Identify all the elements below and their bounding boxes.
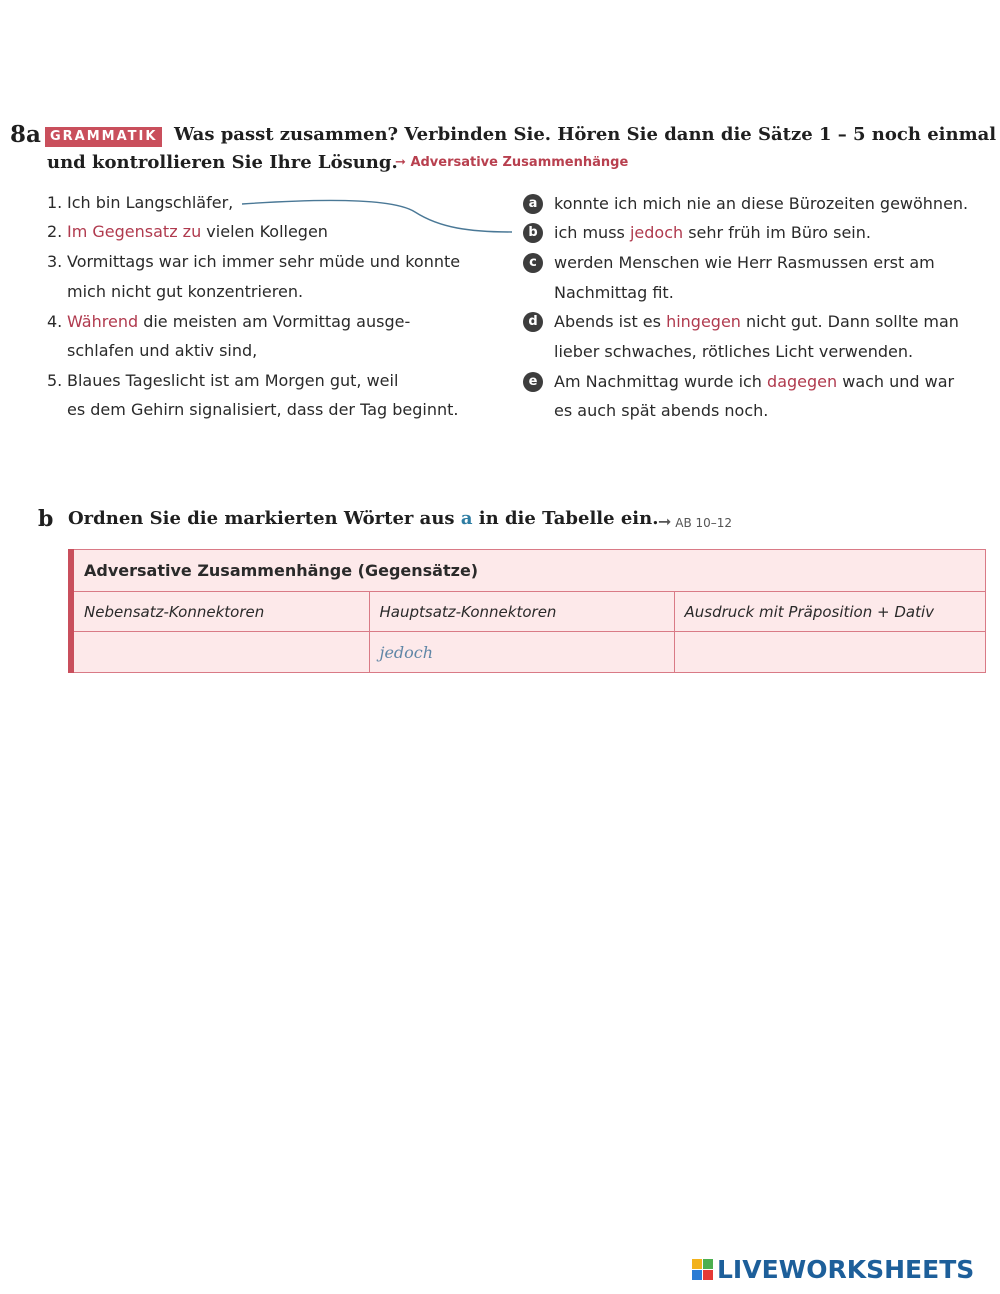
left-item-4-continued: schlafen und aktiv sind, [67,341,258,360]
highlighted-word: hingegen [666,312,741,331]
liveworksheets-logo-icon [692,1259,713,1280]
exercise-b-number: b [38,506,54,532]
item-number: 3. [47,252,63,271]
item-text: Vormittags war ich immer sehr müde und konnte [67,252,461,271]
answer-cell-main-clause[interactable] [369,632,674,673]
right-item-e-continued: es auch spät abends noch. [554,401,769,420]
item-text: ich muss [554,223,630,242]
answer-cell-subordinate[interactable] [71,632,369,673]
instruction-text: in die Tabelle ein. [472,508,659,529]
workbook-reference[interactable] [658,512,732,531]
highlighted-word: Während [67,312,139,331]
instruction-ref-letter: a [460,508,473,529]
right-item-c-continued: Nachmittag fit. [554,283,674,302]
right-item-e[interactable] [554,372,954,391]
highlighted-word: dagegen [767,372,838,391]
letter-d-badge: d [523,312,543,332]
item-text: die meisten am Vormittag ausge- [138,312,411,331]
left-item-1[interactable] [47,193,233,212]
letter-e-badge: e [523,372,543,392]
answer-text: jedoch [379,642,434,662]
highlighted-word: Im Gegensatz zu [67,222,202,241]
instruction-line-1: Was passt zusammen? Verbinden Sie. Hören Sie dann die Sätze 1 – 5 noch einmal [174,124,997,145]
exercise-number: 8a [10,121,41,148]
right-item-d[interactable] [554,312,959,331]
item-text: nicht gut. Dann sollte man [740,312,959,331]
item-number: 5. [47,371,63,390]
column-header-subordinate: Nebensatz-Konnektoren [71,592,369,632]
right-item-a[interactable]: konnte ich mich nie an diese Bürozeiten gewöhnen. [554,194,969,213]
grammar-reference-label: Adversative Zusammenhänge [410,155,629,170]
item-text: wach und war [837,372,955,391]
item-text: sehr früh im Büro sein. [683,223,871,242]
left-item-5-continued: es dem Gehirn signalisiert, dass der Tag beginnt. [67,400,459,419]
workbook-reference-label: AB 10–12 [675,516,733,530]
item-text: Abends ist es [554,312,667,331]
item-number: 2. [47,222,63,241]
letter-c-badge: c [523,253,543,273]
logo-text: LIVEWORKSHEETS [717,1254,975,1284]
grammar-reference[interactable] [395,155,628,170]
right-item-c[interactable]: werden Menschen wie Herr Rasmussen erst am [554,253,935,272]
column-header-preposition: Ausdruck mit Präposition + Dativ [674,592,986,632]
left-item-5[interactable] [47,371,398,390]
item-text: Am Nachmittag wurde ich [554,372,768,391]
item-text: Ich bin Langschläfer, [67,193,234,212]
grammar-tag: GRAMMATIK [45,127,162,147]
table-title: Adversative Zusammenhänge (Gegensätze) [71,550,986,592]
item-text: Blaues Tageslicht ist am Morgen gut, weil [67,371,399,390]
left-item-2[interactable] [47,222,328,241]
right-item-d-continued: lieber schwaches, rötliches Licht verwenden. [554,342,914,361]
arrow-right-icon: ➞ [395,155,406,170]
exercise-b-instruction [68,508,659,529]
item-number: 1. [47,193,63,212]
answer-cell-preposition[interactable] [674,632,986,673]
left-item-3[interactable] [47,252,460,271]
item-text: vielen Kollegen [201,222,328,241]
connector-table [68,549,986,673]
instruction-line-2: und kontrollieren Sie Ihre Lösung. [47,152,398,173]
left-item-3-continued: mich nicht gut konzentrieren. [67,282,304,301]
letter-a-badge: a [523,194,543,214]
column-header-main-clause: Hauptsatz-Konnektoren [369,592,674,632]
highlighted-word: jedoch [629,223,684,242]
item-number: 4. [47,312,63,331]
letter-b-badge: b [523,223,543,243]
arrow-right-icon: ➞ [658,512,672,531]
instruction-text: Ordnen Sie die markierten Wörter aus [68,508,461,529]
left-item-4[interactable] [47,312,410,331]
right-item-b[interactable] [554,223,871,242]
liveworksheets-logo[interactable] [692,1254,974,1284]
